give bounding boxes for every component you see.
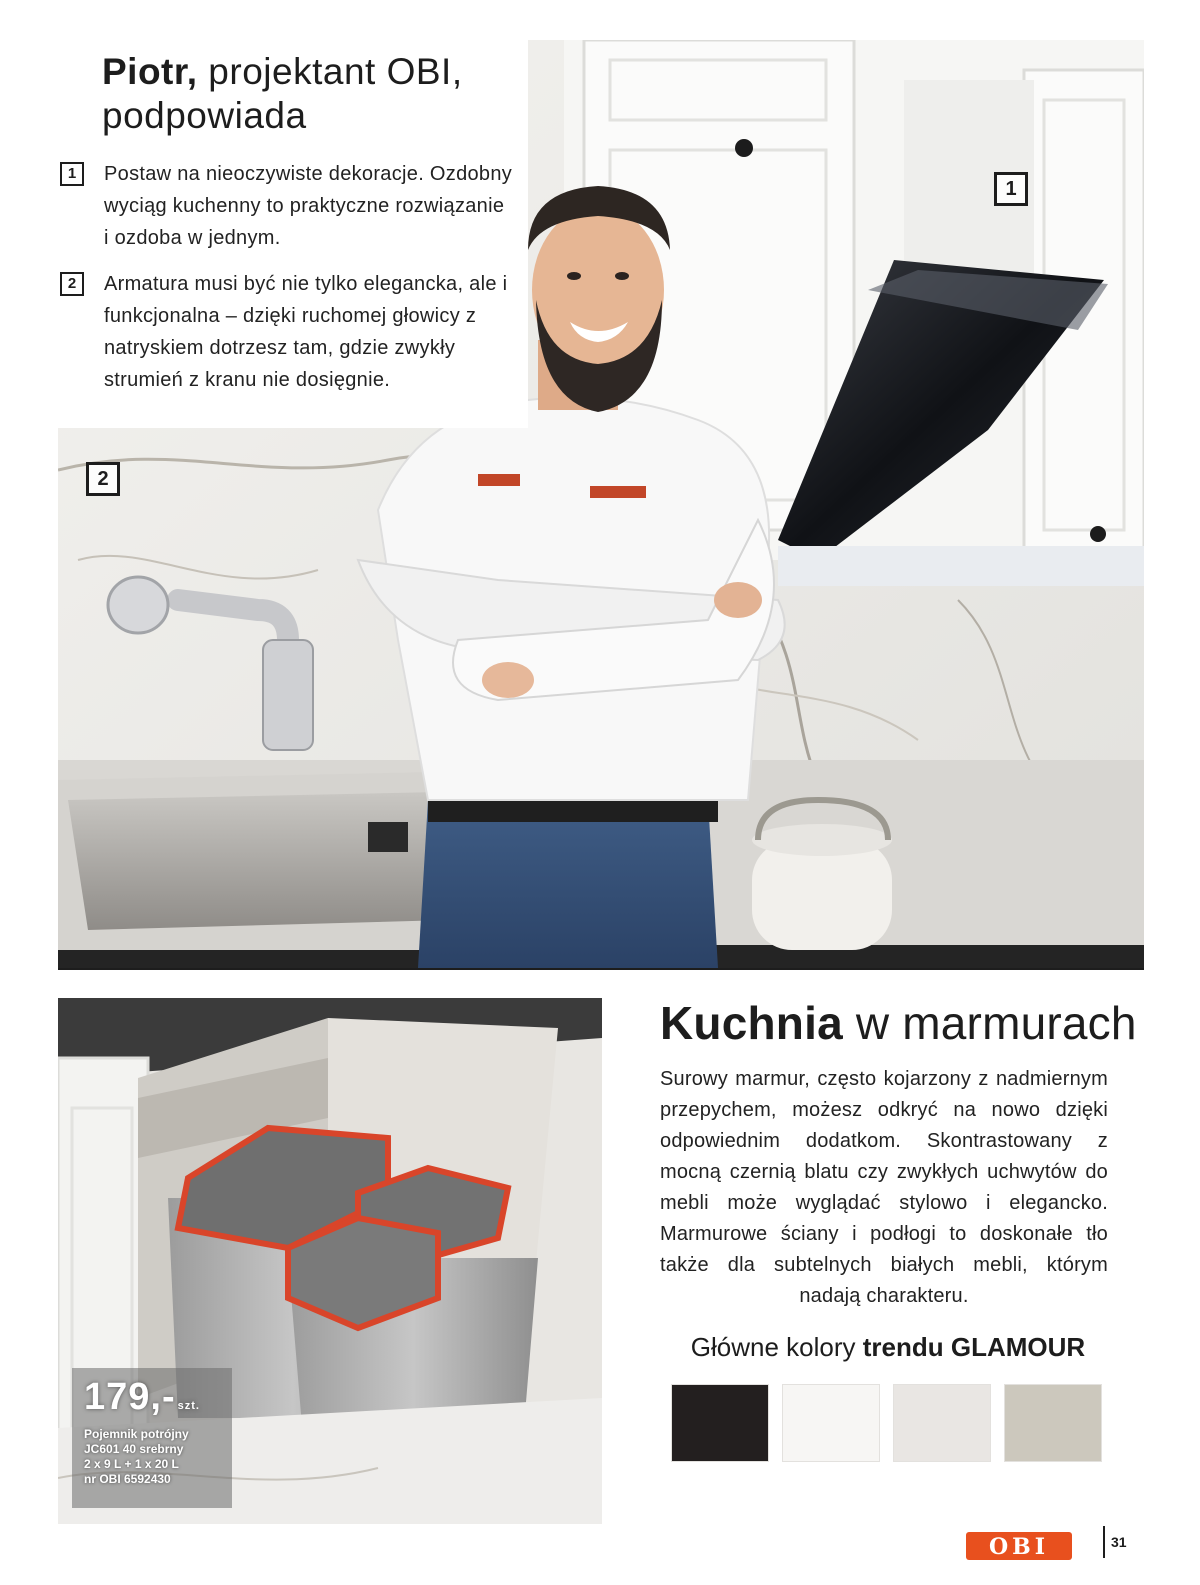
palette-title-bold: trendu GLAMOUR — [862, 1332, 1086, 1362]
palette-title — [660, 1330, 1116, 1364]
section-title-bold: Kuchnia — [660, 997, 843, 1049]
page-number-separator — [1103, 1526, 1105, 1558]
color-swatch — [893, 1384, 991, 1462]
tip-text-1: Postaw na nieoczywiste dekoracje. Ozdobny wyciąg kuchenny to praktyczne rozwiązanie i ozdoba w jednym. — [104, 163, 513, 249]
tip-number-1: 1 — [60, 162, 84, 186]
tip-2 — [60, 268, 510, 396]
designer-role: projektant OBI, podpowiada — [102, 51, 463, 136]
palette-title-regular: Główne kolory — [690, 1332, 863, 1362]
color-swatches — [671, 1384, 1103, 1462]
designer-heading — [102, 50, 522, 138]
section-title-rest: w marmurach — [842, 997, 1137, 1049]
price-unit: szt. — [177, 1400, 200, 1412]
tip-number-2: 2 — [60, 272, 84, 296]
hood-marker: 1 — [994, 172, 1028, 206]
tip-1 — [60, 158, 513, 254]
price — [84, 1376, 284, 1427]
price-block — [84, 1376, 284, 1487]
faucet-marker: 2 — [86, 462, 120, 496]
logo-text: OBI — [988, 1534, 1050, 1560]
color-swatch — [671, 1384, 769, 1462]
color-swatch — [782, 1384, 880, 1462]
price-value: 179,- — [84, 1376, 176, 1418]
section-title — [660, 995, 1137, 1051]
section-body: Surowy marmur, często kojarzony z nadmiernym przepychem, możesz odkryć na nowo dzięki odpowiednim dodatkom. Skontrastowany z mocną czernią blatu czy zwykłych uchwytów do mebli może wyglądać stylowo i elegancko. Marmurowe ściany i podłogi to doskonałe tło także dla subtelnych białych mebli, którym nadają charakteru. — [660, 1068, 1108, 1307]
tip-text-2: Armatura musi być nie tylko elegancka, ale i funkcjonalna – dzięki ruchomej głowicy z natryskiem dotrzesz tam, gdzie zwykły strumień z kranu nie dosięgnie. — [104, 273, 508, 391]
page-number: 31 — [1111, 1534, 1127, 1550]
section-divider — [58, 968, 1144, 970]
designer-name: Piotr, — [102, 51, 198, 92]
product-capacity: 2 x 9 L + 1 x 20 L — [84, 1457, 179, 1471]
product-model: JC601 40 srebrny — [84, 1442, 184, 1456]
product-name: Pojemnik potrójny — [84, 1427, 189, 1441]
color-swatch — [1004, 1384, 1102, 1462]
obi-logo — [966, 1532, 1072, 1560]
product-number: nr OBI 6592430 — [84, 1472, 171, 1486]
